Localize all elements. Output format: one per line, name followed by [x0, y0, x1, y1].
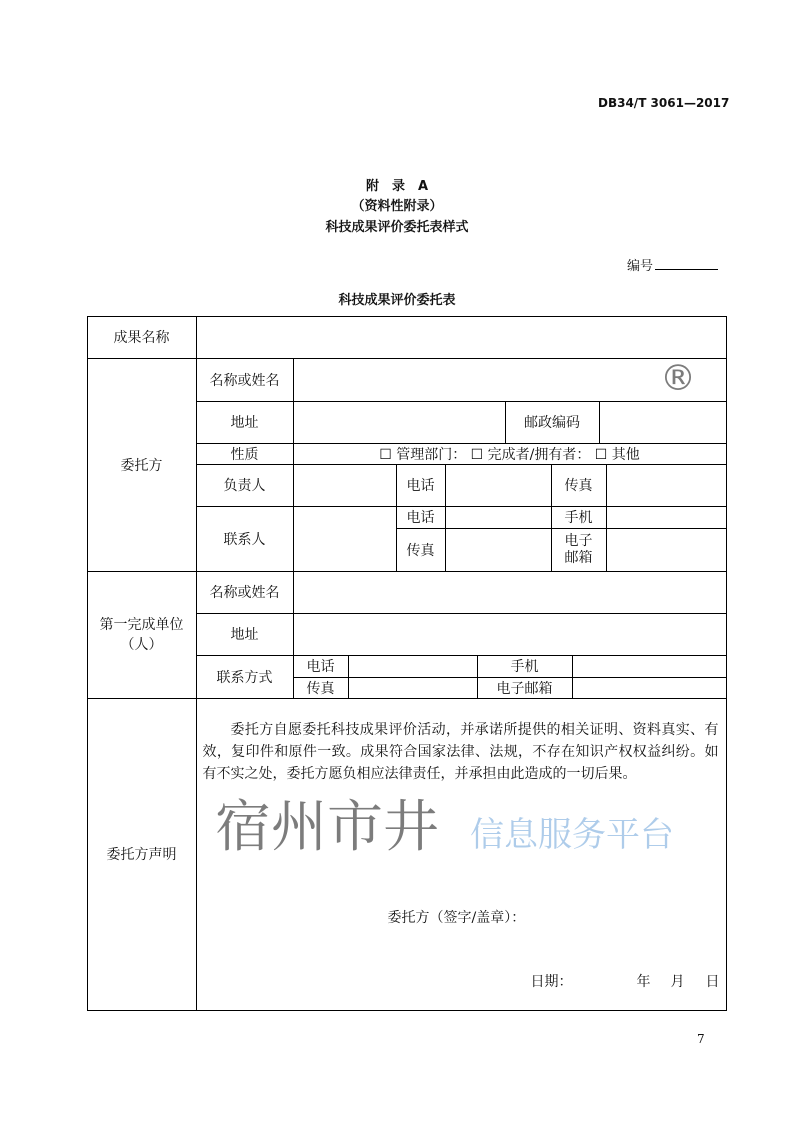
- client-leader-phone-field[interactable]: [445, 464, 552, 507]
- client-leader-phone-label: 电话: [396, 464, 446, 507]
- page-number: 7: [697, 1032, 705, 1046]
- declaration-cell: [196, 698, 727, 1011]
- first-unit-contact-label: 联系方式: [196, 655, 294, 699]
- client-contact-mobile-field[interactable]: [606, 506, 727, 529]
- month-label: 月: [670, 973, 685, 990]
- first-unit-phone-field[interactable]: [348, 655, 478, 678]
- watermark-sub: 信息服务平台: [470, 815, 674, 855]
- day-label: 日: [705, 973, 720, 990]
- client-contact-fax-field[interactable]: [445, 528, 552, 572]
- client-label: 委托方: [87, 358, 197, 572]
- client-nature-options[interactable]: ☐ 管理部门： ☐ 完成者/拥有者： ☐ 其他: [293, 443, 727, 465]
- date-label: 日期：: [530, 973, 573, 990]
- first-unit-fax-field[interactable]: [348, 677, 478, 699]
- client-address-field[interactable]: [293, 401, 506, 444]
- client-leader-fax-label: 传真: [551, 464, 607, 507]
- client-contact-email-field[interactable]: [606, 528, 727, 572]
- client-leader-fax-field[interactable]: [606, 464, 727, 507]
- client-contact-email-label: 电子 邮箱: [551, 528, 607, 572]
- first-unit-label: 第一完成单位 （人）: [87, 571, 197, 699]
- client-postcode-field[interactable]: [599, 401, 727, 444]
- declaration-label: 委托方声明: [87, 698, 197, 1011]
- appendix-name: 科技成果评价委托表样式: [325, 220, 469, 235]
- document-code: DB34/T 3061—2017: [598, 96, 730, 110]
- client-name-field[interactable]: [293, 358, 727, 402]
- client-leader-label: 负责人: [196, 464, 294, 507]
- table-caption: 科技成果评价委托表: [338, 293, 456, 308]
- first-unit-name-field[interactable]: [293, 571, 727, 614]
- first-unit-email-field[interactable]: [572, 677, 727, 699]
- client-contact-phone-label: 电话: [396, 506, 446, 529]
- first-unit-address-field[interactable]: [293, 613, 727, 656]
- appendix-title: 附 录 A: [365, 179, 429, 194]
- client-contact-phone-field[interactable]: [445, 506, 552, 529]
- client-nature-label: 性质: [196, 443, 294, 465]
- first-unit-name-label: 名称或姓名: [196, 571, 294, 614]
- watermark-main: 宿州市井: [215, 795, 439, 860]
- first-unit-phone-label: 电话: [293, 655, 349, 678]
- appendix-note: （资料性附录）: [351, 199, 443, 214]
- declaration-text: 委托方自愿委托科技成果评价活动，并承诺所提供的相关证明、资料真实、有效，复印件和原件一致。成果符合国家法律、法规，不存在知识产权权益纠纷。如有不实之处，委托方愿负相应法律责任，并承担由此造成的一切后果。: [202, 721, 719, 782]
- client-contact-fax-label: 传真: [396, 528, 446, 572]
- first-unit-mobile-field[interactable]: [572, 655, 727, 678]
- client-postcode-label: 邮政编码: [505, 401, 600, 444]
- client-leader-field[interactable]: [293, 464, 397, 507]
- client-contact-mobile-label: 手机: [551, 506, 607, 529]
- first-unit-mobile-label: 手机: [477, 655, 573, 678]
- first-unit-fax-label: 传真: [293, 677, 349, 699]
- serial-field[interactable]: [655, 269, 718, 270]
- first-unit-email-label: 电子邮箱: [477, 677, 573, 699]
- first-unit-address-label: 地址: [196, 613, 294, 656]
- client-contact-field[interactable]: [293, 506, 397, 572]
- client-contact-label: 联系人: [196, 506, 294, 572]
- client-name-label: 名称或姓名: [196, 358, 294, 402]
- serial-label: 编号: [627, 259, 654, 274]
- year-label: 年: [636, 973, 651, 990]
- achievement-name-label: 成果名称: [87, 316, 197, 359]
- signature-label: 委托方（签字/盖章）：: [387, 909, 526, 926]
- watermark-registered-mark: ®: [660, 358, 696, 399]
- achievement-name-field[interactable]: [196, 316, 727, 359]
- client-address-label: 地址: [196, 401, 294, 444]
